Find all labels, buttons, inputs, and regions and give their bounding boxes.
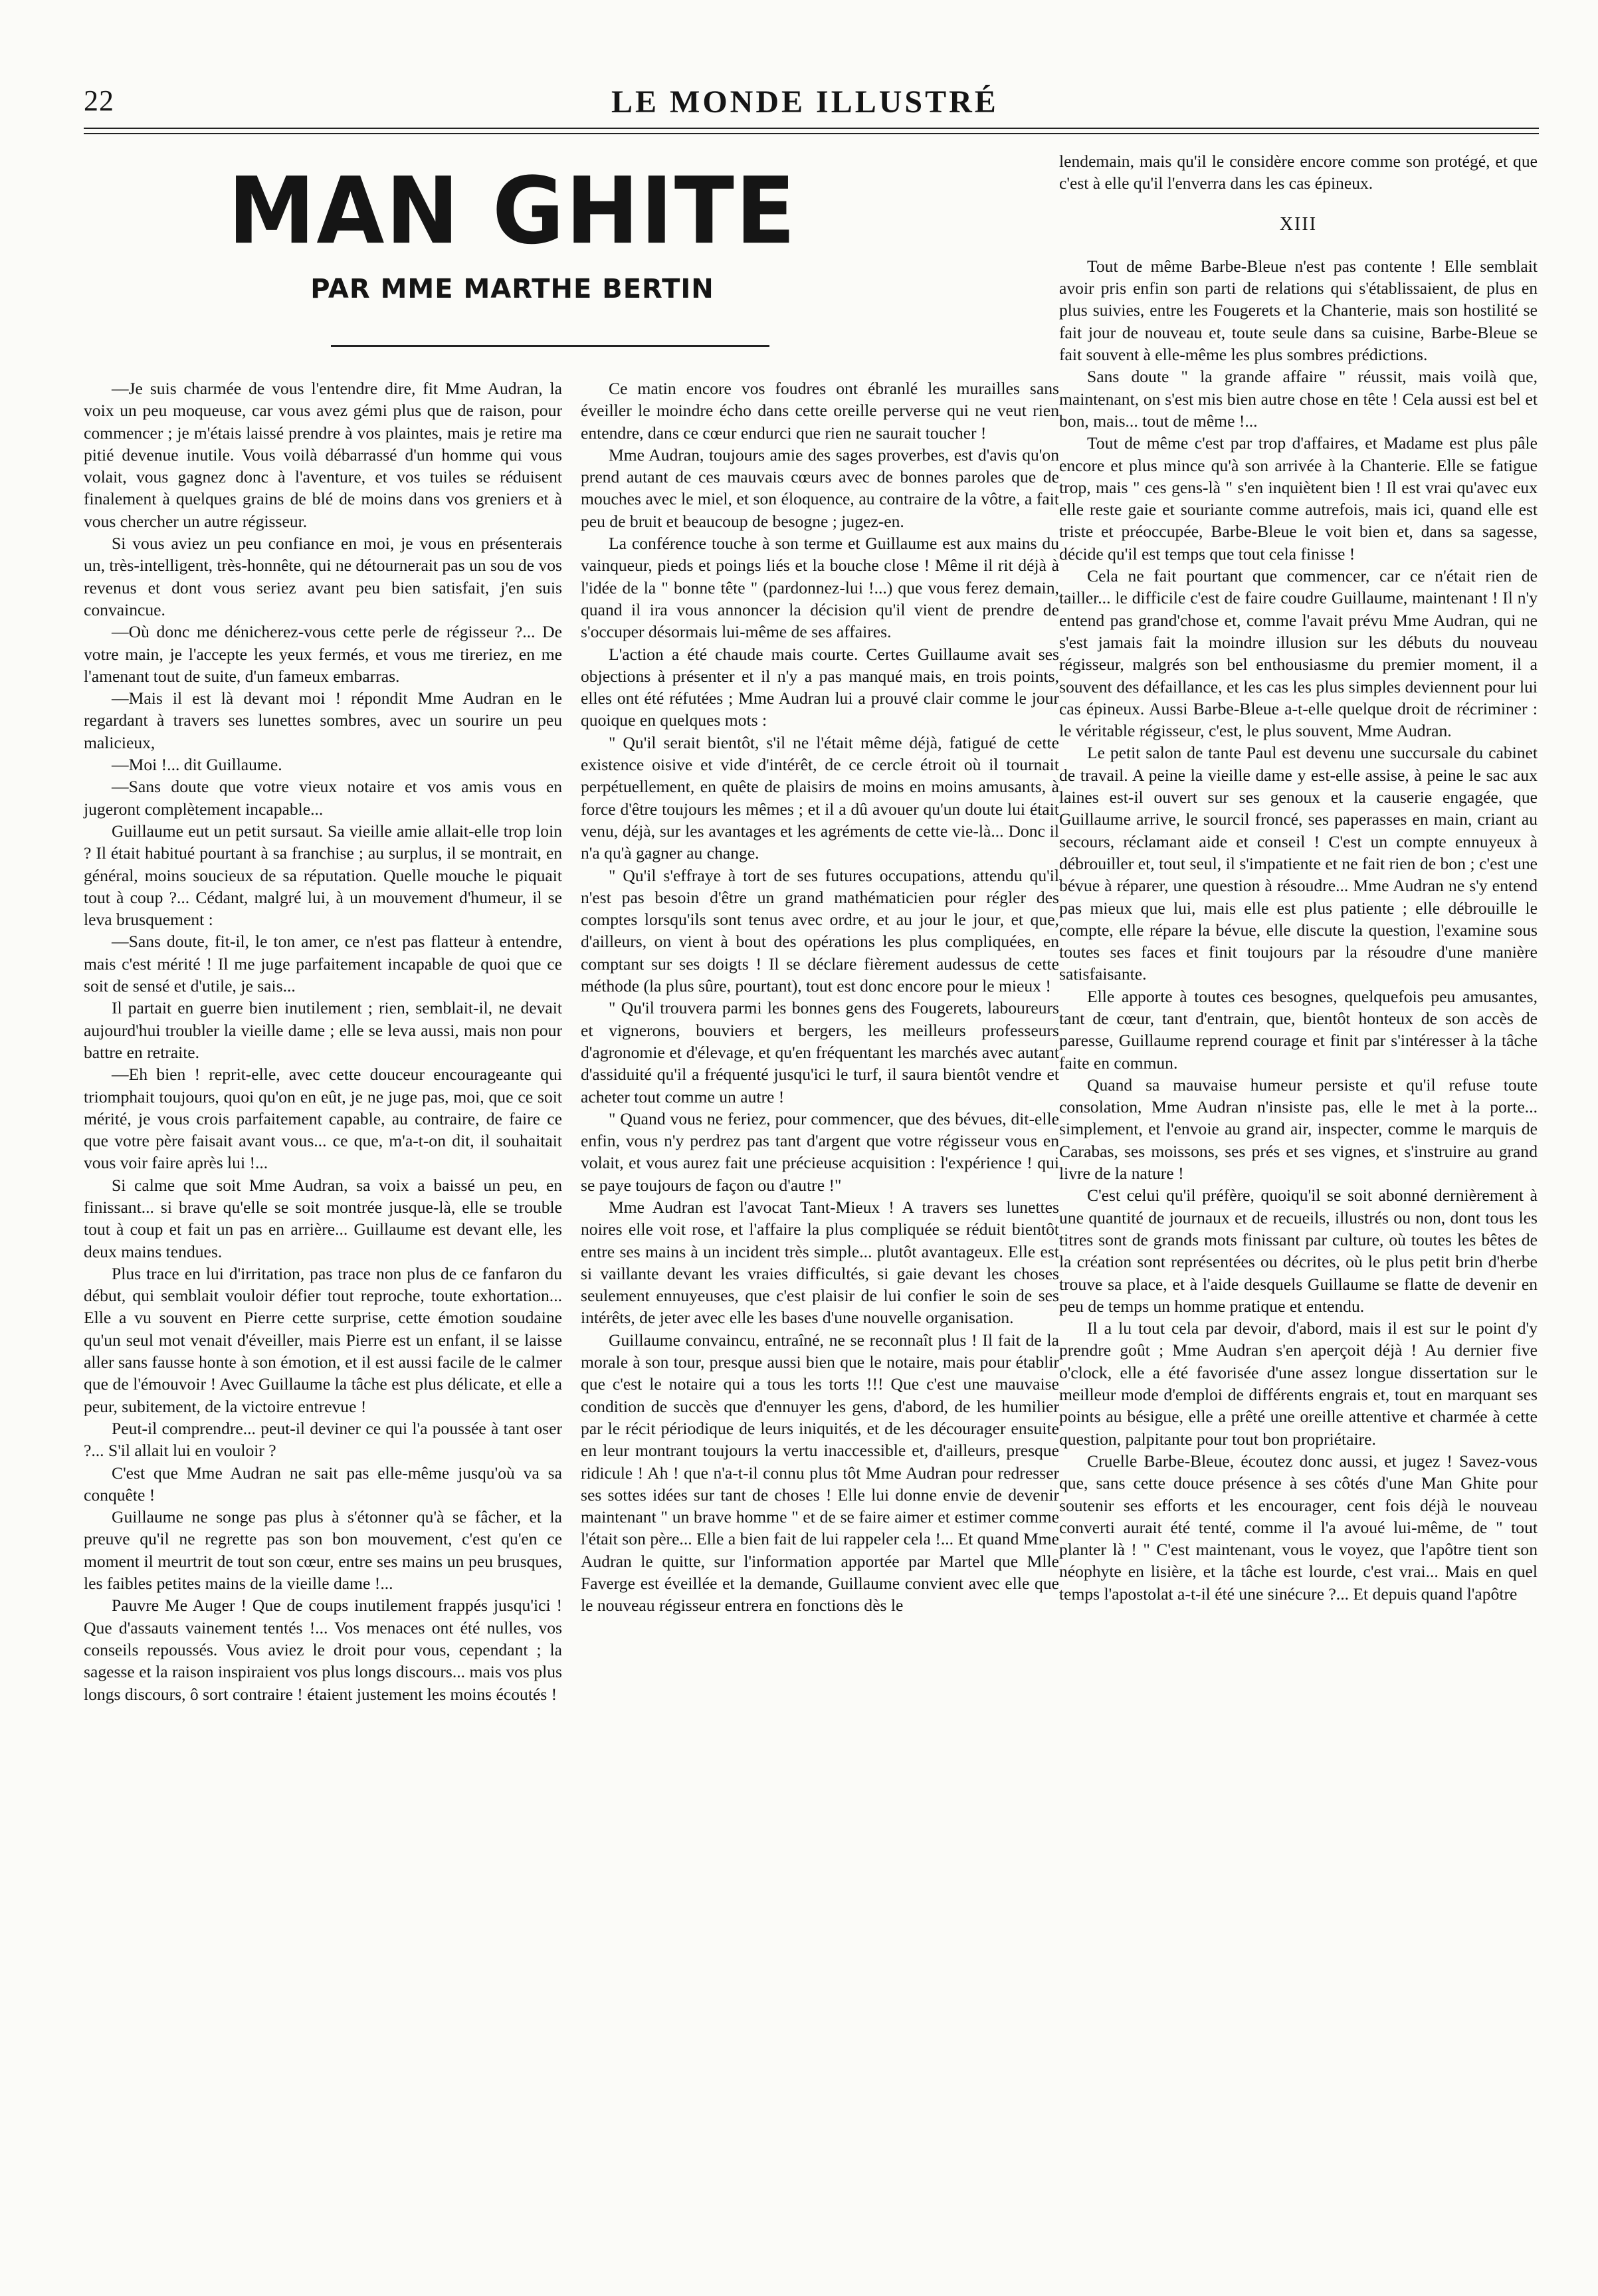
paragraph: Si calme que soit Mme Audran, sa voix a baissé un peu, en finissant... si brave qu'elle se soit montrée jusque-là, elle se trouble tout à coup et fait un pas en arrière... Guillaume est devant elle, les deux mains tendues. xyxy=(84,1175,562,1261)
paragraph: Si vous aviez un peu confiance en moi, je vous en présenterais un, très-intelligent, très-honnête, qui ne détournerait pas un sou de vos revenus et dont vous seriez avant peu bien satisfait, j'en suis convaincue. xyxy=(84,534,562,619)
paragraph: Sans doute " la grande affaire " réussit, mais voilà que, maintenant, on s'est mis bien autre chose en tête ! Cela aussi est bel et bon, mais... tout de même !... xyxy=(1059,367,1538,431)
paragraph: Ce matin encore vos foudres ont ébranlé les murailles sans éveiller le moindre écho dans cette oreille perverse qui ne veut rien entendre, dans ce cœur endurci que rien ne saurait toucher ! xyxy=(581,379,1059,443)
article-byline: PAR MME MARTHE BERTIN xyxy=(310,274,714,304)
text-column-2 xyxy=(581,377,1059,1617)
paragraph: —Mais il est là devant moi ! répondit Mme Audran en le regardant à travers ses lunettes sombres, avec un sourire un peu malicieux, xyxy=(84,688,562,752)
paragraph: —Où donc me dénicherez-vous cette perle de régisseur ?... De votre main, je l'accepte les yeux fermés, et vous me tireriez, en me l'amenant tout de suite, d'un fameux embarras. xyxy=(84,622,562,686)
header-rule-double xyxy=(84,133,1539,134)
paragraph: Peut-il comprendre... peut-il deviner ce qui l'a poussée à tant oser ?... S'il allait lui en vouloir ? xyxy=(84,1418,562,1461)
paragraph: —Eh bien ! reprit-elle, avec cette douceur encourageante qui triomphait toujours, quoi qu'on en eût, je ne juge pas, moi, que ce soit mérité, je vous crois parfaitement capable, au contraire, de faire ce que votre père faisait avant vous... ce que, m'a-t-on dit, il souhaitait vous voir faire après lui !... xyxy=(84,1065,562,1173)
paragraph: Guillaume convaincu, entraîné, ne se reconnaît plus ! Il fait de la morale à son tour, presque aussi bien que le notaire, mais pour établir que c'est le notaire qui a tous les torts !!! Que c'est une mauvaise condition de succès que d'ennuyer les gens, d'abord, de les humilier par le récit périodique de leurs iniquités, et de les décourager ensuite en leur montrant toujours la vertu inaccessible et, d'ailleurs, presque ridicule ! Ah ! que n'a-t-il connu plus tôt Mme Audran pour redresser ses sottes idées sur tant de choses ! Elle lui donne envie de devenir maintenant " un brave homme " et de se faire aimer et estimer comme l'était son père... Elle a bien fait de lui rappeler cela !... Et quand Mme Audran le quitte, sur l'information apportée par Martel que Mlle Faverge est éveillée et la demande, Guillaume convient avec elle que le nouveau régisseur entrera en fonctions dès le xyxy=(581,1330,1059,1616)
paragraph: La conférence touche à son terme et Guillaume est aux mains du vainqueur, pieds et poings liés et la bouche close ! Même il rit déjà à l'idée de la " bonne tête " (pardonnez-lui !...) que vous ferez demain, quand il ira vous annoncer la décision qu'il vient de prendre de s'occuper désormais lui-même de ses affaires. xyxy=(581,534,1059,642)
article-title: MAN GHITE xyxy=(227,157,797,265)
paragraph: Elle apporte à toutes ces besognes, quelquefois peu amusantes, tant de cœur, tant d'entrain, que, bientôt honteux de son accès de paresse, Guillaume reprend courage et finit par s'intéresser à la tâche faite en commun. xyxy=(1059,986,1538,1073)
paragraph: L'action a été chaude mais courte. Certes Guillaume avait ses objections à présenter et il n'y a pas manqué mais, en trois points, elles ont été réfutées ; Mme Audran lui a prouvé clair comme le jour quoique en quelques mots : xyxy=(581,644,1059,730)
paragraph: Cruelle Barbe-Bleue, écoutez donc aussi, et jugez ! Savez-vous que, sans cette douce présence à ses côtés d'une Man Ghite pour soutenir ses efforts et les encourager, cent fois déjà le nouveau converti aurait été tenté, comme il l'a avoué lui-même, de " tout planter là ! " C'est maintenant, vous le voyez, que l'apôtre tient son néophyte en lisière, et la tâche est lourde, c'est vrai... Mais en quel temps l'apostolat a-t-il été une sinécure ?... Et depuis quand l'apôtre xyxy=(1059,1451,1538,1604)
paragraph: Pauvre Me Auger ! Que de coups inutilement frappés jusqu'ici ! Que d'assauts vainement tentés !... Vos menaces ont été nulles, vos conseils repoussés. Vous aviez le droit pour vous, cependant ; la sagesse et la raison inspiraient vos plus longs discours... mais vos plus longs discours, ô sort contraire ! étaient justement les moins écoutés ! xyxy=(84,1596,562,1704)
paragraph: Guillaume ne songe pas plus à s'étonner qu'à se fâcher, et la preuve qu'il ne regrette pas son bon mouvement, c'est qu'en ce moment il meurtrit de tout son cœur, entre ses mains un peu brusques, les faibles petites mains de la vieille dame !... xyxy=(84,1507,562,1594)
paragraph: " Qu'il s'effraye à tort de ses futures occupations, attendu qu'il n'est pas besoin d'être un grand mathématicien pour régler des comptes lorsqu'ils sont tenus avec ordre, et au jour le jour, et que, d'ailleurs, on vient à bout des opérations les plus compliquées, en comptant sur ses doigts ! Il se déclare fièrement audessus de cette méthode (la plus sûre, pourtant), tout est donc encore pour le mieux ! xyxy=(581,865,1059,996)
paragraph: " Quand vous ne feriez, pour commencer, que des bévues, dit-elle enfin, vous n'y perdrez pas tant d'argent que votre régisseur vous en volait, et vous aurez fait une précieuse acquisition : l'expérience ! qui se paye toujours de façon ou d'autre !" xyxy=(581,1108,1059,1195)
paragraph: —Moi !... dit Guillaume. xyxy=(112,755,282,775)
paragraph: Quand sa mauvaise humeur persiste et qu'il refuse toute consolation, Mme Audran n'insiste pas, elle le met à la porte... simplement, et l'envoie au grand air, inspecter, comme le marquis de Carabas, ses moissons, ses prés et ses vignes, et s'instruire au grand livre de la nature ! xyxy=(1059,1075,1538,1184)
paragraph: Il partait en guerre bien inutilement ; rien, semblait-il, ne devait aujourd'hui troubler la vieille dame ; elle se leva aussi, mais non pour battre en retraite. xyxy=(84,998,562,1062)
paragraph: Mme Audran, toujours amie des sages proverbes, est d'avis qu'on prend autant de ces mauvais cœurs avec de bonnes paroles que de mouches avec le miel, et son éloquence, au contraire de la vôtre, a fait peu de bruit et beaucoup de besogne ; jugez-en. xyxy=(581,445,1059,531)
paragraph: —Sans doute, fit-il, le ton amer, ce n'est pas flatteur à entendre, mais c'est mérité ! Il me juge parfaitement incapable de quoi que ce soit de sensé et d'utile, je sais... xyxy=(84,932,562,996)
paragraph: Guillaume eut un petit sursaut. Sa vieille amie allait-elle trop loin ? Il était habitué pourtant à sa franchise ; au surplus, il se montrait, en général, moins soucieux de sa réputation. Quelle mouche le piquait tout à coup ?... Cédant, malgré lui, à un mouvement d'humeur, il se leva brusquement : xyxy=(84,821,562,930)
header-rule xyxy=(84,128,1539,129)
paragraph: —Sans doute que votre vieux notaire et vos amis vous en jugeront complètement incapable... xyxy=(84,777,562,819)
paragraph: —Je suis charmée de vous l'entendre dire, fit Mme Audran, la voix un peu moqueuse, car vous avez gémi plus que de raison, pour commencer ; je m'étais laissé prendre à vos plaintes, mais je retire ma pitié devenue inutile. Vous voilà débarrassé d'un homme qui vous volait, vous gagnez donc à l'aventure, et vos tuiles se réduisent finalement à quelques grains de blé de moins dans vos greniers et à vous chercher un autre régisseur. xyxy=(84,379,562,531)
section-number: XIII xyxy=(1279,213,1318,235)
title-divider xyxy=(331,345,769,347)
paragraph: Le petit salon de tante Paul est devenu une succursale du cabinet de travail. A peine la vieille dame y est-elle assise, à peine le sac aux laines est-il ouvert sur ses genoux et la causerie engagée, que Guillaume arrive, le sourcil froncé, ses paperasses en main, criant au secours, réclamant aide et conseil ! C'est un compte ennuyeux à débrouiller et, tout seul, il s'impatiente et ne fait rien de bon ; c'est une bévue à réparer, une question à résoudre... Mme Audran ne s'y entend pas mieux que lui, mais elle est plus patiente ; elle débrouille le compte, elle répare la bévue, elle discute la question, l'examine sous toutes ses faces et finit toujours par la résoudre d'une manière satisfaisante. xyxy=(1059,743,1538,984)
masthead: LE MONDE ILLUSTRÉ xyxy=(611,84,999,120)
paragraph: C'est celui qu'il préfère, quoiqu'il se soit abonné dernièrement à une quantité de journaux et de recueils, illustrés ou non, dont tous les titres sont de grands mots finissant par culture, où toutes les bêtes de la création sont représentées ou décrites, où le plus petit brin d'herbe trouve sa place, et à l'aide desquels Guillaume se flatte de devenir en peu de temps un homme pratique et entendu. xyxy=(1059,1186,1538,1316)
text-column-3 xyxy=(1059,150,1538,1605)
paragraph: " Qu'il serait bientôt, s'il ne l'était même déjà, fatigué de cette existence oisive et vide d'intérêt, de ce cercle étroit où il tournait perpétuellement, en quête de plaisirs de moins en moins amusants, à force d'être toujours les mêmes ; et il a dû avouer qu'un doute lui était venu, déjà, sur les avantages et les agréments de cette vie-là... Donc il n'a qu'à gagner au change. xyxy=(581,732,1059,863)
paragraph: Cela ne fait pourtant que commencer, car ce n'était rien de tailler... le difficile c'est de faire coudre Guillaume, maintenant ! Il n'y entend pas grand'chose et, comme l'avait prévu Mme Audran, qui ne s'est jamais fait la moindre illusion sur les débuts du nouveau régisseur, malgrés son bel enthousiasme du premier moment, il a souvent des défaillance, et les cas les plus simples deviennent pour lui cas épineux. Aussi Barbe-Bleue a-t-elle quelque droit de récriminer : le véritable régisseur, c'est, le plus souvent, Mme Audran. xyxy=(1059,566,1538,741)
paragraph: Tout de même Barbe-Bleue n'est pas contente ! Elle semblait avoir pris enfin son parti de relations qui s'établissaient, de plus en plus suivies, entre les Fougerets et la Chanterie, mais son hostilité se fait jour de nouveau et, toute seule dans sa cuisine, Barbe-Bleue se fait souvent à elle-même les plus sombres prédictions. xyxy=(1059,256,1538,365)
page-number: 22 xyxy=(84,84,114,117)
text-column-1 xyxy=(84,377,562,1705)
paragraph: Mme Audran est l'avocat Tant-Mieux ! A travers ses lunettes noires elle voit rose, et l'affaire la plus compliquée se réduit bientôt entre ses mains à un incident très simple... plutôt avantageux. Elle est si vaillante devant les vraies difficultés, si gaie devant les choses seulement ennuyeuses, que c'est plaisir de lui confier le soin de ses intérêts, de jeter avec elle les bases d'une nouvelle organisation. xyxy=(581,1197,1059,1328)
paragraph: C'est que Mme Audran ne sait pas elle-même jusqu'où va sa conquête ! xyxy=(84,1463,562,1505)
continued-paragraph: lendemain, mais qu'il le considère encore comme son protégé, et que c'est à elle qu'il l'enverra dans les cas épineux. xyxy=(1059,152,1538,193)
paragraph: " Qu'il trouvera parmi les bonnes gens des Fougerets, laboureurs et vignerons, bouviers et bergers, les meilleurs professeurs d'agronomie et d'élevage, et qu'en fréquentant les marchés avec autant d'assiduité qu'il a fréquenté jusqu'ici le turf, il saura bientôt vendre et acheter tout comme un autre ! xyxy=(581,998,1059,1106)
paragraph: Plus trace en lui d'irritation, pas trace non plus de ce fanfaron du début, qui semblait vouloir défier tout reproche, toute exhortation... Elle a vu souvent en Pierre cette surprise, cette émotion soudaine qu'un seul mot venait d'éveiller, mais Pierre est un enfant, il se laisse aller sans fausse honte à son émotion, et il est aussi facile de le calmer que de l'émouvoir ! Avec Guillaume la tâche est plus délicate, et elle a peur, subitement, de la victoire entrevue ! xyxy=(84,1263,562,1416)
paragraph: Tout de même c'est par trop d'affaires, et Madame est plus pâle encore et plus mince qu'à son arrivée à la Chanterie. Elle se fatigue trop, mais " ces gens-là " s'en inquiètent bien ! Il est vrai qu'avec eux elle reste gaie et souriante comme autrefois, mais ici, quand elle est triste et préoccupée, Barbe-Bleue le voit bien et, dans sa sagesse, décide qu'il est temps que tout cela finisse ! xyxy=(1059,433,1538,564)
paragraph: Il a lu tout cela par devoir, d'abord, mais il est sur le point d'y prendre goût ; Mme Audran s'en aperçoit déjà ! Au dernier five o'clock, elle a été favorisée d'une assez longue dissertation sur le meilleur mode d'emploi de différents engrais et, tout en marquant ses points au bésigue, elle a prêté une oreille attentive et charmée à cette question, palpitante pour tout bon propriétaire. xyxy=(1059,1318,1538,1449)
